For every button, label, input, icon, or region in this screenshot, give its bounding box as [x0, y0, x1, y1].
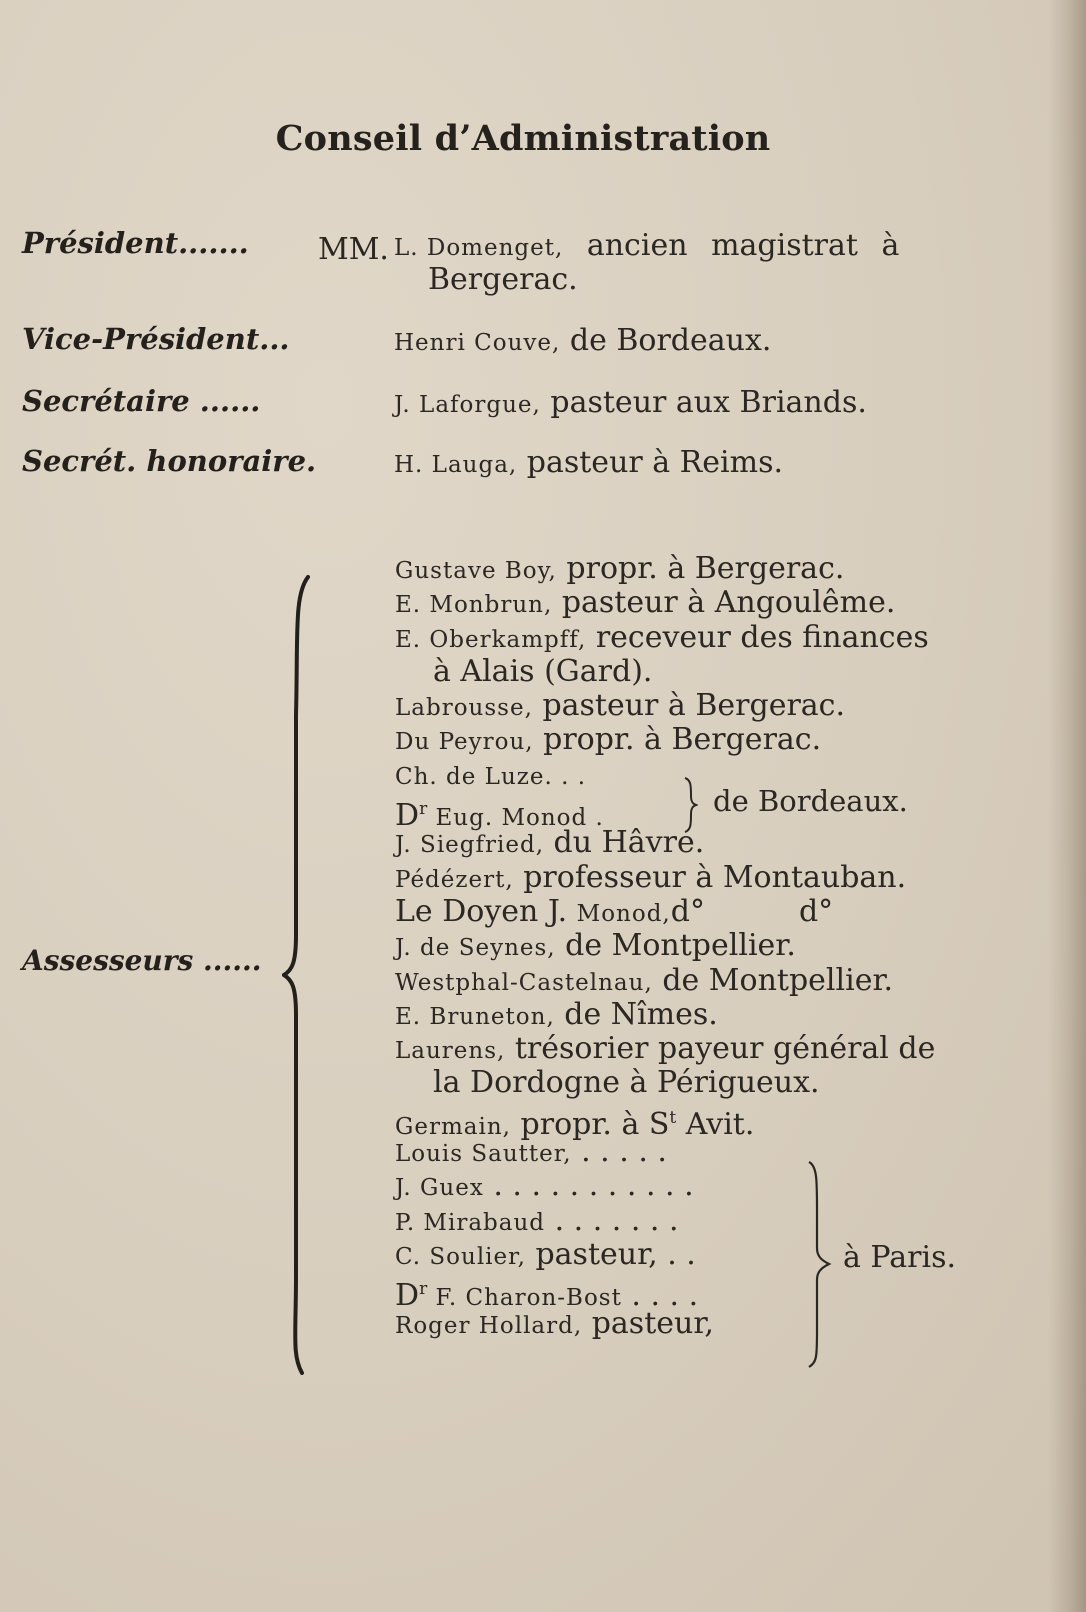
member-info: du Hâvre.: [544, 825, 705, 861]
member-info: propr. à S: [510, 1106, 670, 1142]
label-secretaire-honoraire: Secrét. honoraire.: [22, 444, 317, 478]
list-item: [395, 1135, 935, 1169]
list-item: [395, 586, 935, 620]
officer-role: pasteur aux Briands.: [540, 385, 867, 420]
list-item: [395, 1169, 935, 1203]
officer-secretaire-honoraire: [394, 445, 783, 480]
list-item: [395, 1272, 935, 1314]
ditto-mark: d°: [798, 893, 834, 929]
member-name: Laurens,: [395, 1038, 506, 1065]
member-name: Roger Hollard,: [395, 1312, 583, 1339]
member-info: pasteur à Angoulême.: [552, 585, 896, 621]
member-name: J. Guex: [395, 1175, 484, 1202]
member-name: J. de Seynes,: [395, 935, 556, 962]
assessors-brace: [282, 575, 316, 1375]
member-name: P. Mirabaud: [395, 1209, 546, 1236]
officer-role: ancien magistrat à: [563, 228, 900, 263]
member-info: de Montpellier.: [555, 928, 796, 964]
member-name: Labrousse,: [395, 695, 533, 722]
member-info: professeur à Montauban.: [513, 859, 907, 895]
list-item: [395, 998, 935, 1032]
list-item: [395, 1066, 935, 1100]
label-president: Président.......: [22, 226, 249, 260]
list-item: [395, 1101, 935, 1142]
officer-secretaire: [394, 385, 867, 420]
member-name: Westphal-Castelnau,: [395, 969, 653, 996]
member-name: J. Siegfried,: [395, 832, 545, 859]
label-assesseurs: Assesseurs ......: [22, 944, 262, 977]
member-title-sup: r: [419, 799, 428, 820]
member-name: Louis Sautter,: [395, 1141, 572, 1168]
member-info: trésorier payeur général de: [505, 1031, 936, 1067]
member-info: pasteur à Bergerac.: [532, 688, 846, 724]
member-name: E. Oberkampff,: [395, 626, 587, 653]
member-name: Pédézert,: [395, 866, 514, 893]
officer-president-cont: Bergerac.: [428, 262, 578, 297]
list-item: [395, 655, 935, 689]
member-info: Avit.: [676, 1106, 755, 1142]
member-info-sup: t: [669, 1107, 677, 1128]
member-name: E. Monbrun,: [395, 592, 553, 619]
list-item: [395, 964, 935, 998]
paris-brace: [805, 1160, 835, 1370]
member-info: . . . . . . . . . . .: [483, 1168, 694, 1204]
member-title-sup: r: [419, 1279, 428, 1300]
member-name: E. Bruneton,: [395, 1003, 555, 1030]
list-item: [395, 1204, 935, 1238]
list-item: [395, 723, 935, 757]
paris-label: à Paris.: [843, 1240, 957, 1275]
member-info-cont: la Dordogne à Périgueux.: [433, 1065, 820, 1101]
list-item: [395, 861, 935, 895]
officer-president: [394, 228, 899, 263]
member-info: pasteur,: [582, 1305, 714, 1341]
member-info: pasteur, . .: [525, 1236, 696, 1272]
member-info: Le Doyen J.: [395, 893, 577, 929]
member-name: Ch. de Luze. . .: [395, 763, 587, 790]
member-name: C. Soulier,: [395, 1243, 526, 1270]
member-info: . . . . . . .: [545, 1202, 679, 1238]
list-item: [395, 929, 935, 963]
member-name: Monod,: [576, 900, 671, 927]
member-info: . . . . .: [571, 1134, 667, 1170]
officer-role: de Bordeaux.: [560, 323, 772, 358]
list-item: [395, 1307, 935, 1341]
member-name: Gustave Boy,: [395, 558, 557, 584]
officer-name: H. Lauga,: [394, 452, 518, 478]
list-item: [395, 689, 935, 723]
member-title: D: [395, 798, 420, 834]
member-info: receveur des finances: [586, 619, 929, 655]
member-name: Germain,: [395, 1113, 511, 1140]
officer-name: J. Laforgue,: [394, 392, 541, 418]
officer-vice-president: [394, 323, 771, 358]
mm-abbreviation: MM.: [318, 232, 389, 267]
member-title: D: [395, 1278, 420, 1314]
member-info: de Nîmes.: [554, 996, 718, 1032]
page-edge-shadow: [1048, 0, 1086, 1612]
officer-name: Henri Couve,: [394, 330, 561, 356]
officer-name: L. Domenget,: [394, 235, 564, 261]
bordeaux-label: de Bordeaux.: [713, 784, 908, 818]
member-info: propr. à Bergerac.: [556, 551, 845, 586]
bordeaux-brace: [682, 776, 698, 834]
member-info: de Montpellier.: [652, 962, 894, 998]
assessors-list: [395, 552, 935, 1341]
member-name: Eug. Monod .: [427, 805, 604, 832]
officer-role: pasteur à Reims.: [517, 445, 784, 480]
label-secretaire: Secrétaire ......: [22, 384, 261, 418]
member-info: . . . .: [621, 1278, 699, 1314]
member-name: F. Charon-Bost: [427, 1285, 622, 1312]
list-item: [395, 826, 935, 860]
label-vice-president: Vice-Président...: [22, 322, 290, 356]
list-item: [395, 552, 935, 586]
member-name: Du Peyrou,: [395, 729, 534, 756]
member-info-cont: à Alais (Gard).: [433, 653, 653, 689]
list-item: [395, 895, 935, 929]
list-item: [395, 621, 935, 655]
member-info: d°: [670, 893, 705, 929]
page-title: Conseil d’Administration: [275, 118, 771, 159]
list-item: [395, 1032, 935, 1066]
member-info: propr. à Bergerac.: [533, 722, 822, 758]
